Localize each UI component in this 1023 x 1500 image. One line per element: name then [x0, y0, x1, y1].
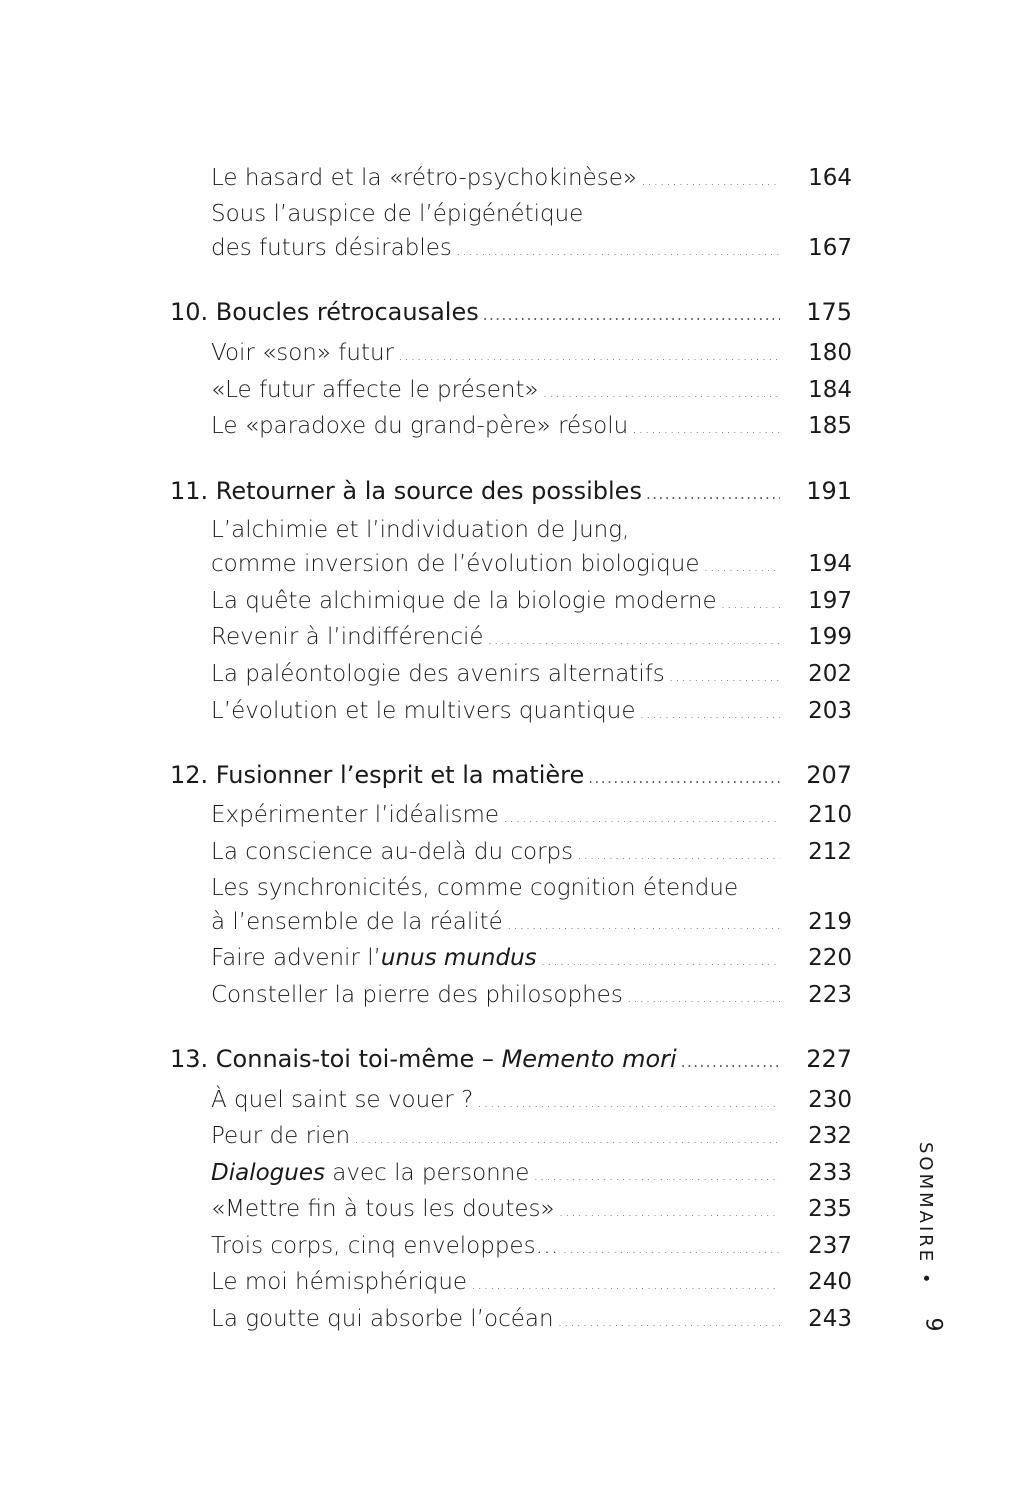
- toc-page-number: 197: [808, 588, 852, 614]
- toc-entry: [211, 623, 852, 657]
- dot-leader: [646, 480, 780, 508]
- toc-entry: [211, 874, 852, 942]
- dot-leader: [558, 1307, 780, 1335]
- toc-entry: [211, 1305, 852, 1339]
- toc-line: [211, 1122, 852, 1156]
- toc-entry: [211, 1159, 852, 1193]
- toc-line: [170, 298, 852, 332]
- toc-title: À quel saint se vouer ?: [211, 1087, 474, 1113]
- toc-line: [211, 1305, 852, 1339]
- toc-entry: [211, 376, 852, 410]
- toc-page-number: 220: [808, 945, 852, 971]
- toc-line: [211, 376, 852, 410]
- toc-entry: [211, 164, 852, 198]
- toc-line: [211, 660, 852, 694]
- toc-line: [211, 1086, 852, 1120]
- toc-title: «Le futur affecte le présent»: [211, 377, 539, 403]
- toc-chapter: [170, 761, 852, 795]
- dot-leader: [669, 662, 780, 690]
- toc-title: 13. Connais-toi toi-même – Memento mori: [170, 1045, 677, 1073]
- toc-entry: [211, 660, 852, 694]
- toc-page-number: 180: [808, 340, 852, 366]
- toc-title: 12. Fusionner l’esprit et la matière: [170, 761, 585, 789]
- dot-leader: [477, 1088, 780, 1116]
- toc-page-number: 203: [808, 698, 852, 724]
- toc-title: Expérimenter l’idéalisme: [211, 802, 500, 828]
- toc-entry: [211, 697, 852, 731]
- toc-page-number: 237: [808, 1233, 852, 1259]
- toc-line: [211, 623, 852, 657]
- toc-line: [211, 697, 852, 731]
- toc-page-number: 210: [808, 802, 852, 828]
- toc-title: Revenir à l’indifférencié: [211, 624, 484, 650]
- toc-line: [170, 761, 852, 795]
- toc-title: Dialogues avec la personne: [211, 1160, 530, 1186]
- toc-title: 10. Boucles rétrocausales: [170, 298, 479, 326]
- toc-title: à l’ensemble de la réalité: [211, 909, 503, 935]
- toc-entry: [211, 838, 852, 872]
- toc-title: L’évolution et le multivers quantique: [211, 698, 636, 724]
- toc-line: [211, 339, 852, 373]
- toc-line: [170, 477, 852, 511]
- toc-title: des futurs désirables: [211, 235, 452, 261]
- toc-title: Voir «son» futur: [211, 340, 394, 366]
- toc-title: 11. Retourner à la source des possibles: [170, 477, 642, 505]
- toc-line: [211, 164, 852, 198]
- toc-page-number: 199: [808, 624, 852, 650]
- toc-page-number: 235: [808, 1196, 852, 1222]
- toc-line: [211, 944, 852, 978]
- toc-page-number: 219: [808, 909, 852, 935]
- toc-page-number: 223: [808, 982, 852, 1008]
- toc-title-italic: Dialogues: [211, 1160, 325, 1186]
- dot-leader: [354, 1124, 780, 1152]
- toc-page-number: 185: [808, 413, 852, 439]
- toc-entry: [211, 1122, 852, 1156]
- toc-line: [211, 874, 852, 908]
- toc-entry: [211, 944, 852, 978]
- dot-leader: [398, 341, 780, 369]
- dot-leader: [641, 166, 780, 194]
- toc-title: Le moi hémisphérique: [211, 1269, 468, 1295]
- toc-line: [211, 1159, 852, 1193]
- toc-page-number: 191: [806, 477, 852, 505]
- toc-chapter: [170, 298, 852, 332]
- toc-line: [211, 1268, 852, 1302]
- toc-entry: [211, 981, 852, 1015]
- toc-page-number: 227: [806, 1045, 852, 1073]
- toc-page-number: 212: [808, 839, 852, 865]
- toc-entry: [211, 801, 852, 835]
- dot-leader: [627, 983, 780, 1011]
- toc-line: [211, 412, 852, 446]
- toc-title: L’alchimie et l’individuation de Jung,: [211, 517, 630, 543]
- toc-entry: [211, 587, 852, 621]
- dot-leader: [483, 301, 780, 329]
- toc-entry: [211, 200, 852, 268]
- dot-leader: [681, 1048, 780, 1076]
- toc-line: [211, 801, 852, 835]
- toc-title-italic: unus mundus: [380, 945, 537, 971]
- dot-leader: [543, 378, 780, 406]
- toc-line: [211, 908, 852, 942]
- toc-page-number: 164: [808, 165, 852, 191]
- toc-title: Le «paradoxe du grand-père» résolu: [211, 413, 629, 439]
- toc-line: [211, 838, 852, 872]
- toc-page-number: 232: [808, 1123, 852, 1149]
- toc-title: La goutte qui absorbe l’océan: [211, 1306, 554, 1332]
- toc-line: [211, 550, 852, 584]
- toc-page-number: 184: [808, 377, 852, 403]
- toc-title: Les synchronicités, comme cognition étendue: [211, 875, 739, 901]
- toc-title: Le hasard et la «rétro-psychokinèse»: [211, 165, 637, 191]
- dot-leader: [588, 764, 780, 792]
- dot-leader: [721, 589, 780, 617]
- dot-leader: [577, 840, 780, 868]
- toc-title: La conscience au-delà du corps: [211, 839, 574, 865]
- toc-line: [211, 1195, 852, 1229]
- page-number: 9: [920, 1317, 946, 1332]
- toc-entry: [211, 1195, 852, 1229]
- dot-leader: [632, 414, 780, 442]
- toc-page-number: 233: [808, 1160, 852, 1186]
- dot-leader: [563, 1234, 780, 1262]
- toc-line: [211, 234, 852, 268]
- toc-line: [211, 200, 852, 234]
- toc-line: [211, 516, 852, 550]
- dot-leader: [703, 552, 780, 580]
- dot-leader: [471, 1270, 780, 1298]
- dot-leader: [507, 910, 780, 938]
- toc-title: Trois corps, cinq enveloppes…: [211, 1233, 559, 1259]
- toc-page-number: 207: [806, 761, 852, 789]
- toc-title: Faire advenir l’unus mundus: [211, 945, 537, 971]
- toc-title: «Mettre fin à tous les doutes»: [211, 1196, 555, 1222]
- toc-chapter: [170, 1045, 852, 1079]
- toc-title: Peur de rien: [211, 1123, 351, 1149]
- dot-leader: [503, 803, 780, 831]
- toc-line: [211, 981, 852, 1015]
- toc-line: [211, 1232, 852, 1266]
- dot-leader: [533, 1161, 780, 1189]
- running-head: SOMMAIRE •: [915, 1142, 936, 1287]
- toc-entry: [211, 1086, 852, 1120]
- toc-page-number: 243: [808, 1306, 852, 1332]
- toc-page-number: 167: [808, 235, 852, 261]
- toc-entry: [211, 412, 852, 446]
- toc-entry: [211, 339, 852, 373]
- dot-leader: [488, 625, 780, 653]
- dot-leader: [541, 946, 780, 974]
- dot-leader: [640, 699, 780, 727]
- toc-entry: [211, 1268, 852, 1302]
- toc-title: La quête alchimique de la biologie moderne: [211, 588, 717, 614]
- toc-title: Sous l’auspice de l’épigénétique: [211, 201, 584, 227]
- toc-page-number: 194: [808, 551, 852, 577]
- toc-chapter: [170, 477, 852, 511]
- toc-entry: [211, 516, 852, 584]
- toc-page-number: 240: [808, 1269, 852, 1295]
- toc-title-italic: Memento mori: [501, 1045, 677, 1073]
- toc-page-number: 202: [808, 661, 852, 687]
- dot-leader: [559, 1197, 780, 1225]
- toc-page-number: 175: [806, 298, 852, 326]
- dot-leader: [456, 236, 780, 264]
- toc-title: La paléontologie des avenirs alternatifs: [211, 661, 665, 687]
- toc-page-number: 230: [808, 1087, 852, 1113]
- toc-title: comme inversion de l’évolution biologique: [211, 551, 700, 577]
- toc-entry: [211, 1232, 852, 1266]
- toc-line: [170, 1045, 852, 1079]
- toc-line: [211, 587, 852, 621]
- toc-title: Consteller la pierre des philosophes: [211, 982, 623, 1008]
